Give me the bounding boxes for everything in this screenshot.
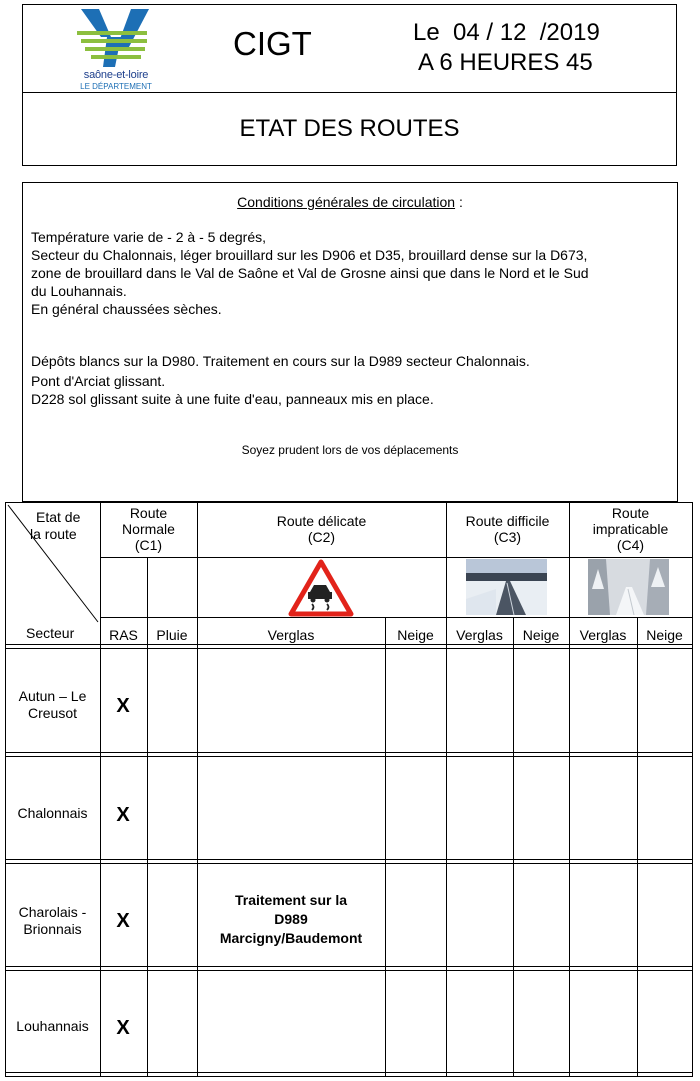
subcol-c2-neige: Neige: [397, 627, 434, 643]
note-line2: D989: [274, 911, 308, 927]
category-header-c1: [100, 505, 197, 553]
logo-name: saône-et-loire: [83, 69, 149, 81]
report-time: A 6 HEURES 45: [418, 49, 593, 76]
sector-name-line2: Brionnais: [23, 921, 82, 937]
category-c3-line1: Route difficile: [465, 513, 550, 529]
slippery-road-warning-icon: [288, 559, 354, 617]
table-row-sector: [5, 1018, 100, 1035]
category-c4-line1: Route: [611, 505, 650, 521]
condition-line: D228 sol glissant suite à une fuite d'eau, panneaux mis en place.: [31, 391, 434, 407]
ras-mark: X: [116, 910, 130, 932]
subcol-c4-neige: Neige: [646, 627, 683, 643]
ras-mark: X: [116, 1017, 130, 1039]
snowy-road-photo: [466, 559, 547, 615]
page-title: ETAT DES ROUTES: [239, 115, 460, 142]
category-header-c3: [446, 513, 569, 545]
report-date: Le 04 / 12 /2019: [413, 19, 600, 46]
header-box: [22, 4, 677, 166]
logo-mark-icon: [71, 7, 161, 69]
conditions-title-text: Conditions générales de circulation: [237, 194, 456, 210]
corner-label-state-2: la route: [30, 526, 77, 542]
category-header-c4: [569, 505, 692, 553]
table-row-sector: [5, 904, 100, 938]
logo-subtitle: LE DÉPARTEMENT: [80, 82, 152, 91]
category-c1-line1: Route: [129, 505, 168, 521]
ras-mark: X: [116, 695, 130, 717]
snow-covered-trees-photo: [588, 559, 669, 615]
condition-line: zone de brouillard dans le Val de Saône et Val de Grosne ainsi que dans le Nord et le Sud: [31, 265, 589, 281]
conditions-footer: Soyez prudent lors de vos déplacements: [241, 443, 459, 457]
conditions-title: [23, 194, 677, 210]
note-line3: Marcigny/Baudemont: [219, 930, 363, 946]
corner-label-state: Etat de: [36, 509, 81, 525]
sector-name-line1: Charolais -: [18, 904, 87, 920]
category-c4-line3: (C4): [616, 537, 645, 553]
condition-line: Dépôts blancs sur la D980. Traitement en cours sur la D989 secteur Chalonnais.: [31, 353, 530, 369]
conditions-title-colon: :: [455, 194, 463, 210]
category-c1-line2: Normale: [122, 521, 175, 537]
table-row-sector: [5, 688, 100, 722]
condition-line: En général chaussées sèches.: [31, 301, 222, 317]
category-c1-line3: (C1): [134, 537, 163, 553]
ras-mark: X: [116, 804, 130, 826]
sector-name-line2: Creusot: [27, 705, 78, 721]
category-c3-line2: (C3): [493, 529, 522, 545]
table-row-sector: [5, 805, 100, 822]
category-c2-line2: (C2): [307, 529, 336, 545]
category-c4-line2: impraticable: [592, 521, 669, 537]
department-logo: [71, 7, 161, 91]
condition-line: Secteur du Chalonnais, léger brouillard sur les D906 et D35, brouillard dense sur la D673,: [31, 247, 588, 263]
c2-verglas-note: [197, 891, 385, 948]
corner-label-sector: Secteur: [26, 625, 75, 641]
header-divider: [23, 92, 676, 93]
subcol-pluie: Pluie: [156, 627, 188, 643]
subcol-c2-verglas: Verglas: [267, 627, 315, 643]
subcol-ras: RAS: [109, 627, 138, 643]
sector-name-line1: Louhannais: [16, 1018, 89, 1034]
condition-line: Température varie de - 2 à - 5 degrés,: [31, 229, 267, 245]
category-c2-line1: Route délicate: [276, 513, 367, 529]
sector-name-line1: Autun – Le: [18, 688, 87, 704]
subcol-c3-verglas: Verglas: [456, 627, 503, 643]
category-header-c2: [197, 513, 446, 545]
org-name: CIGT: [233, 25, 312, 62]
subcol-c4-verglas: Verglas: [579, 627, 627, 643]
condition-line: Pont d'Arciat glissant.: [31, 373, 166, 389]
subcol-c3-neige: Neige: [522, 627, 560, 643]
sector-name-line1: Chalonnais: [17, 805, 88, 821]
conditions-box: [22, 182, 678, 502]
condition-line: du Louhannais.: [31, 283, 127, 299]
note-line1: Traitement sur la: [234, 892, 348, 908]
